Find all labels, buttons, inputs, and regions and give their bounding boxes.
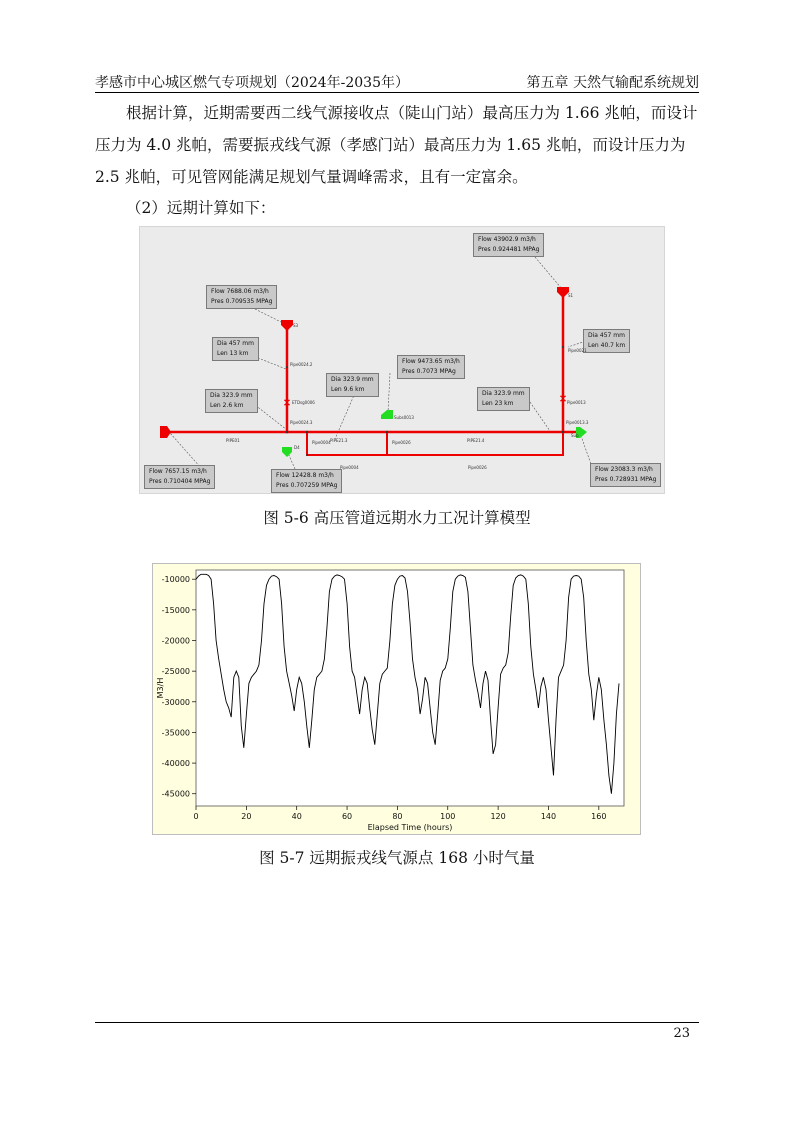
hydraulic-model-diagram (139, 226, 665, 494)
pipe-label-pipe21-3: PIPE21.3 (330, 438, 348, 443)
x-tick-label: 140 (540, 812, 557, 821)
figure-caption-5-7: 图 5-7 远期振戎线气源点 168 小时气量 (259, 849, 535, 867)
header-rule (95, 92, 699, 93)
y-tick-label: -45000 (161, 789, 190, 799)
pipe-label-pipe21-4: PIPE21.4 (467, 438, 485, 443)
x-tick-label: 80 (392, 812, 403, 821)
infobox-sub-node: Flow 9473.65 m3/h Pres 0.7073 MPAg (397, 355, 465, 379)
infobox-pipe-east: Dia 457 mm Len 40.7 km (583, 329, 630, 353)
node-label-sub: Sub (571, 433, 579, 438)
y-tick-label: -20000 (161, 636, 190, 646)
flow-line-chart (152, 563, 641, 835)
infobox-east-demand: Flow 23083.3 m3/h Pres 0.728931 MPAg (590, 463, 661, 487)
pipe-label-0026-a: Pipe0026 (392, 440, 411, 445)
infobox-pipe-north: Dia 457 mm Len 13 km (212, 337, 259, 361)
pipe-label-0024-3: Pipe0024.3 (290, 420, 313, 425)
node-label-d4: D4 (294, 445, 300, 450)
x-tick-label: 120 (490, 812, 506, 821)
pipe-label-0024-2: Pipe0024.2 (290, 362, 313, 367)
figure-caption-5-6: 图 5-6 高压管道远期水力工况计算模型 (263, 509, 531, 527)
x-tick-label: 160 (591, 812, 607, 821)
x-tick-label: 60 (341, 812, 353, 821)
node-label-s1: S1 (568, 293, 574, 298)
infobox-pipe-long: Dia 323.9 mm Len 23 km (477, 387, 530, 411)
chart-canvas (153, 564, 642, 836)
y-tick-label: -35000 (161, 728, 190, 738)
pipe-label-0004-a: Pipe0004 (312, 440, 331, 445)
y-tick-label: -25000 (161, 667, 190, 677)
pipe-label-0026-b: Pipe0026 (468, 465, 487, 470)
pipe-label-0013-3: Pipe0013.3 (566, 420, 589, 425)
x-axis-label: Elapsed Time (hours) (367, 823, 453, 832)
plot-area (196, 570, 624, 806)
x-tick-label: 20 (241, 812, 252, 821)
y-tick-label: -15000 (161, 605, 190, 615)
y-axis-label: M3/H (156, 677, 165, 699)
infobox-north-source: Flow 7688.06 m3/h Pres 0.709535 MPAg (206, 285, 277, 309)
valve-label-etdsg0006: ETDsg0006 (292, 400, 315, 405)
infobox-west-source: Flow 7657.15 m3/h Pres 0.710404 MPAg (144, 465, 215, 489)
y-tick-label: -30000 (161, 697, 190, 707)
x-tick-label: 40 (291, 812, 302, 821)
y-tick-label: -10000 (161, 575, 190, 585)
source-node-west-icon (160, 426, 171, 438)
infobox-pipe-mid: Dia 323.9 mm Len 9.6 km (326, 373, 379, 397)
x-tick-label: 0 (193, 812, 199, 821)
valve-east-icon (560, 396, 566, 401)
source-node-north-icon (281, 320, 293, 331)
infobox-d4-demand: Flow 12428.8 m3/h Pres 0.707259 MPAg (271, 469, 342, 493)
pipe-label-0021: Pipe0021 (568, 348, 587, 353)
infobox-pipe-west: Dia 323.9 mm Len 2.6 km (205, 389, 258, 413)
demand-node-sub-icon (381, 410, 393, 419)
header-chapter-title: 第五章 天然气输配系统规划 (526, 75, 699, 91)
demand-node-d4-icon (282, 447, 292, 457)
pipe-label-pipe01: PIPE01 (226, 438, 240, 443)
node-label-s3: S3 (293, 323, 299, 328)
valve-north-icon (284, 400, 290, 405)
header-left-title: 孝感市中心城区燃气专项规划（2024年-2035年） (95, 75, 409, 91)
y-tick-label: -40000 (161, 759, 190, 769)
infobox-east-source: Flow 43902.9 m3/h Pres 0.924481 MPAg (473, 233, 544, 257)
paragraph-pressure-analysis: 根据计算，近期需要西二线气源接收点（陡山门站）最高压力为 1.66 兆帕，而设计压力为 4.0 兆帕，需要振戎线气源（孝感门站）最高压力为 1.65 兆帕，而设计压力为 2.5 兆帕，可见管网能满足规划气量调峰需求，且有一定富余。 (95, 104, 698, 186)
page-number: 23 (673, 1026, 690, 1041)
node-label-subs0013: Subs0013 (394, 415, 414, 420)
x-tick-label: 100 (440, 812, 456, 821)
paragraph-long-term-heading: （2）远期计算如下： (126, 199, 276, 217)
footer-rule (95, 1022, 699, 1023)
pipe-label-0004-b: Pipe0004 (340, 465, 359, 470)
pipe-label-0013: Pipe0013 (567, 400, 586, 405)
